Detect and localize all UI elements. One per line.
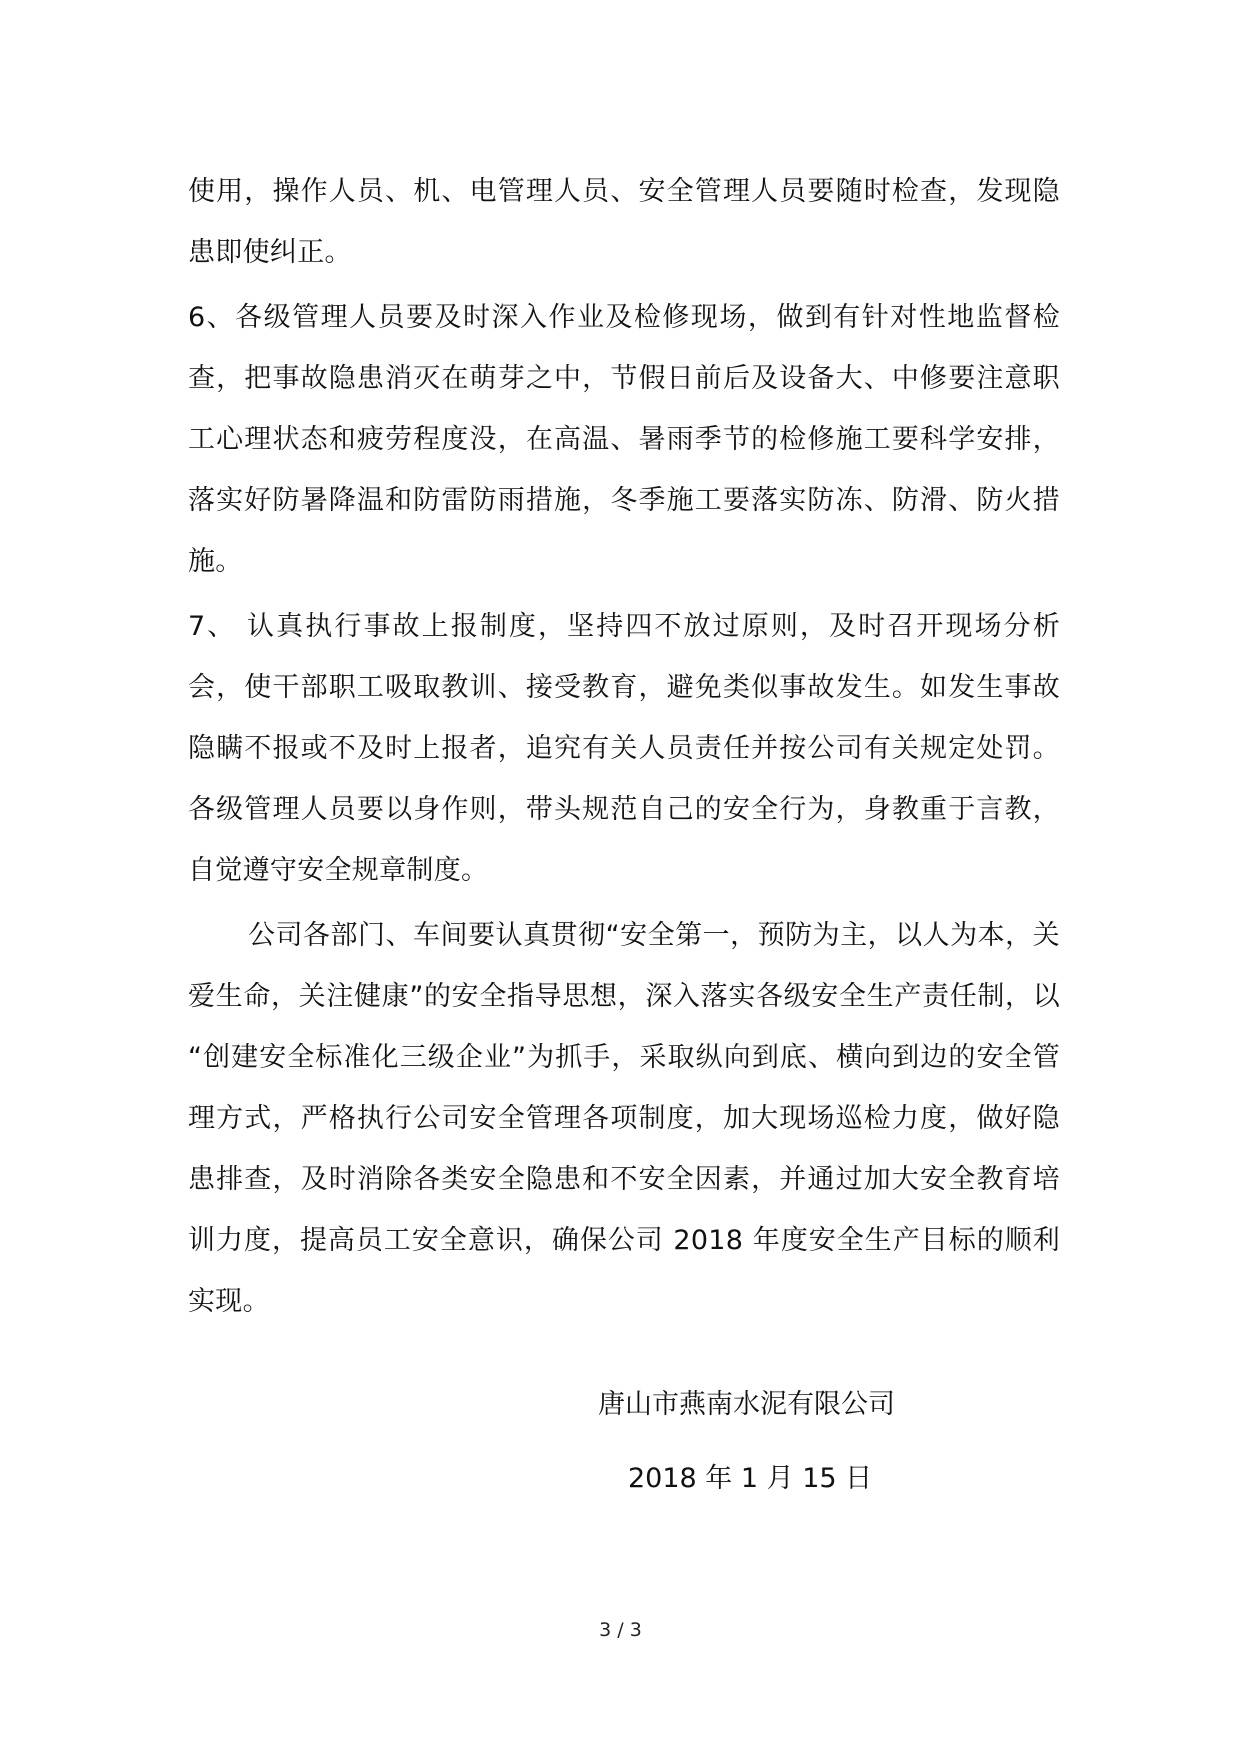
paragraph-item-6: 6、各级管理人员要及时深入作业及检修现场，做到有针对性地监督检查，把事故隐患消灭在萌芽之中，节假日前后及设备大、中修要注意职工心理状态和疲劳程度没，在高温、暑雨季节的检修施工要科学安排，落实好防暑降温和防雷防雨措施，冬季施工要落实防冻、防滑、防火措施。 <box>188 302 1060 577</box>
paragraph-continued-inspection: 使用，操作人员、机、电管理人员、安全管理人员要随时检查，发现隐患即使纠正。 <box>188 176 1060 268</box>
paragraph-conclusion: 公司各部门、车间要认真贯彻“安全第一，预防为主，以人为本，关爱生命，关注健康”的安全指导思想，深入落实各级安全生产责任制，以 “创建安全标准化三级企业”为抓手，采取纵向到底、横向到边的安全管理方式，严格执行公司安全管理各项制度，加大现场巡检力度，做好隐患排查，及时消除各类安全隐患和不安全因素，并通过加大安全教育培训力度，提高员工安全意识，确保公司 2018 年度安全生产目标的顺利实现。 <box>188 920 1060 1317</box>
company-signature: 唐山市燕南水泥有限公司 <box>598 1389 895 1420</box>
document-body <box>188 161 1060 1332</box>
paragraph-item-7: 7、 认真执行事故上报制度，坚持四不放过原则，及时召开现场分析会，使干部职工吸取教训、接受教育，避免类似事故发生。如发生事故隐瞒不报或不及时上报者，追究有关人员责任并按公司有关规定处罚。各级管理人员要以身作则，带头规范自己的安全行为，身教重于言教，自觉遵守安全规章制度。 <box>188 611 1060 886</box>
document-date: 2018 年 1 月 15 日 <box>628 1463 873 1494</box>
page-number: 3 / 3 <box>599 1619 642 1641</box>
